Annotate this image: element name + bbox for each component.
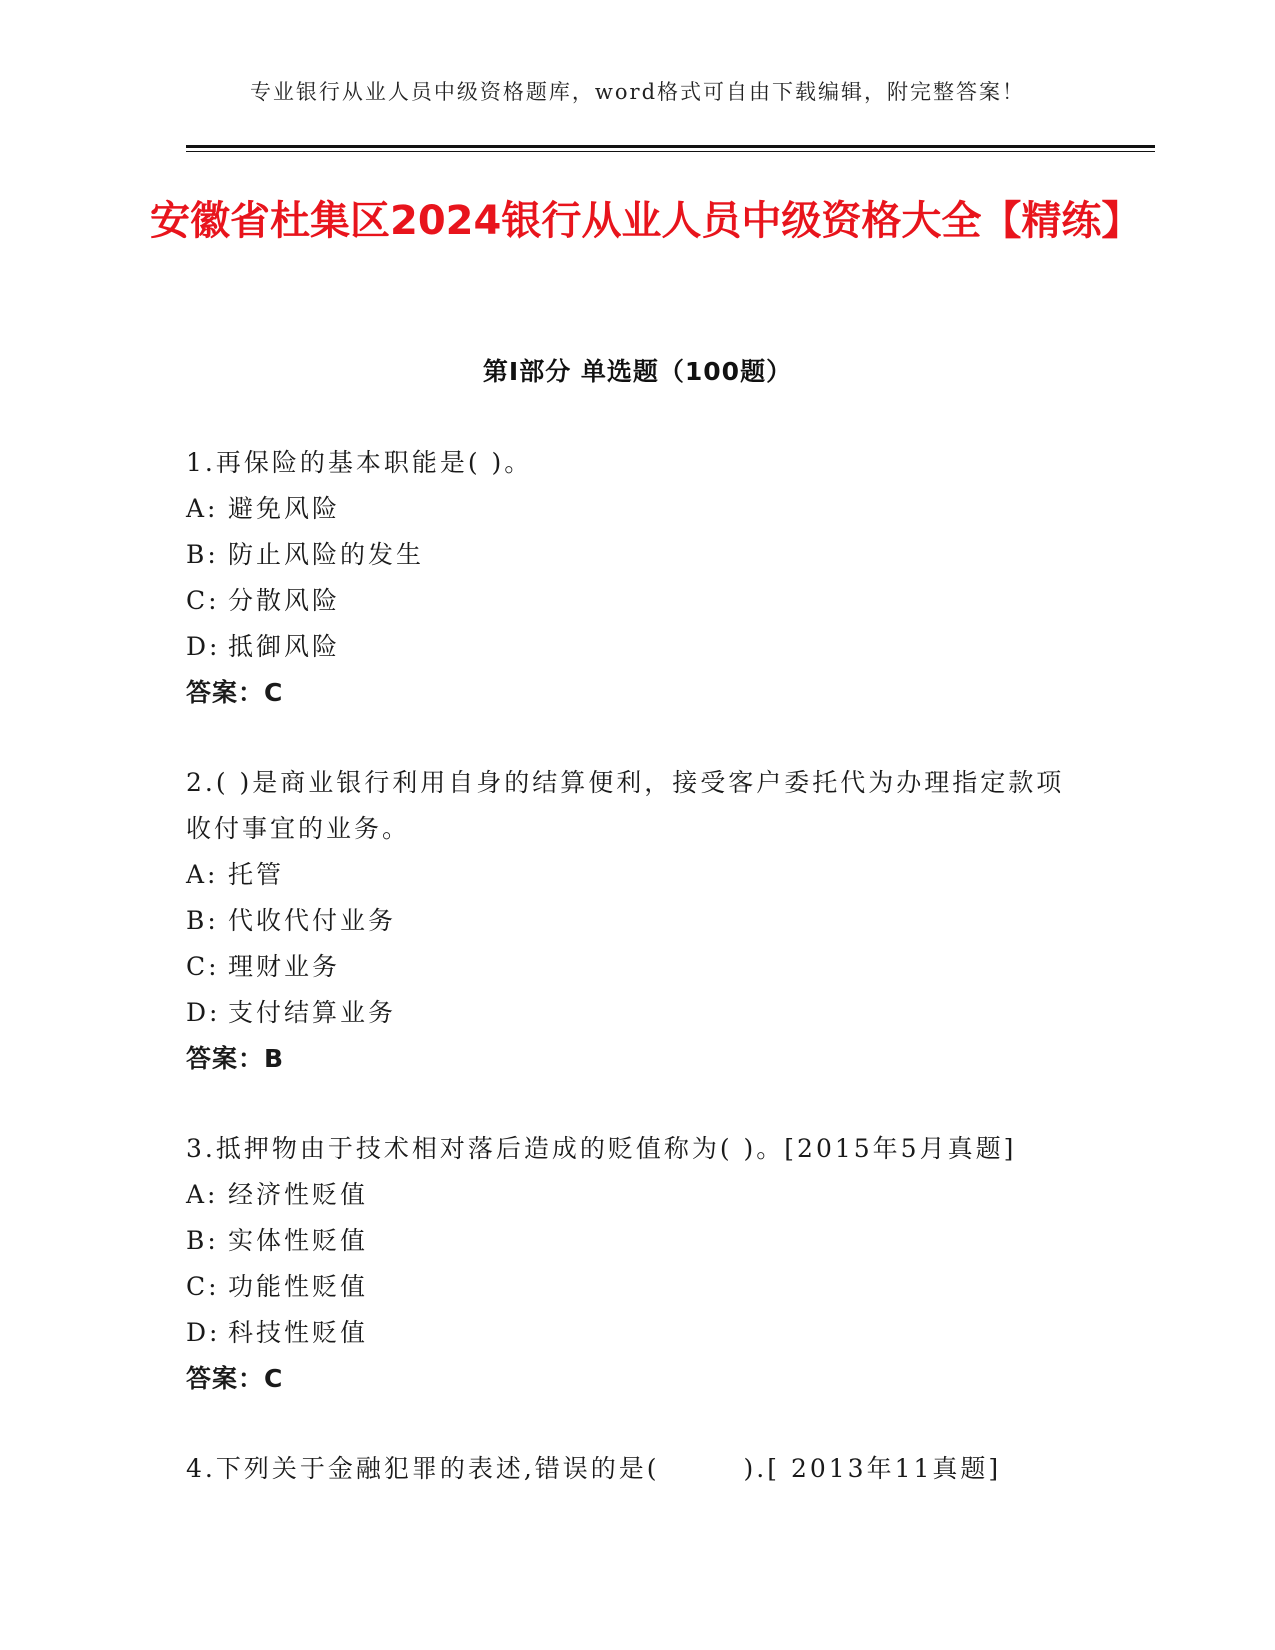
option-text: 理财业务 — [228, 952, 341, 981]
option-text: 分散风险 — [228, 586, 341, 615]
header-note: 专业银行从业人员中级资格题库，word格式可自由下载编辑，附完整答案！ — [249, 80, 1026, 104]
option-b — [186, 532, 1086, 578]
question-list — [186, 440, 1086, 1536]
option-a — [186, 852, 1086, 898]
option-text: 托管 — [228, 860, 285, 889]
question-4 — [186, 1446, 1086, 1492]
question-2 — [186, 760, 1086, 1082]
option-d — [186, 990, 1086, 1036]
option-letter: B: — [186, 906, 219, 935]
question-stem: 3.抵押物由于技术相对落后造成的贬值称为( )。[2015年5月真题] — [186, 1134, 1017, 1163]
section-heading: 第Ⅰ部分 单选题（100题） — [482, 357, 793, 386]
option-b — [186, 898, 1086, 944]
option-c — [186, 944, 1086, 990]
option-text: 防止风险的发生 — [228, 540, 425, 569]
question-1 — [186, 440, 1086, 716]
option-a — [186, 1172, 1086, 1218]
option-d — [186, 1310, 1086, 1356]
option-a — [186, 486, 1086, 532]
option-letter: A: — [186, 494, 219, 523]
option-letter: A: — [186, 1180, 219, 1209]
option-letter: C: — [186, 952, 220, 981]
document-title: 安徽省杜集区2024银行从业人员中级资格大全【精练】 — [150, 198, 1142, 244]
option-d — [186, 624, 1086, 670]
option-letter: A: — [186, 860, 219, 889]
option-letter: D: — [186, 632, 221, 661]
question-3 — [186, 1126, 1086, 1402]
option-letter: C: — [186, 586, 220, 615]
header-rule-thick — [186, 145, 1155, 148]
question-stem: 4.下列关于金融犯罪的表述,错误的是( ).[ 2013年11真题] — [186, 1454, 1002, 1483]
option-text: 功能性贬值 — [228, 1272, 369, 1301]
option-text: 实体性贬值 — [228, 1226, 369, 1255]
question-answer: 答案：C — [186, 1364, 284, 1393]
option-text: 经济性贬值 — [228, 1180, 369, 1209]
option-b — [186, 1218, 1086, 1264]
option-c — [186, 578, 1086, 624]
option-letter: D: — [186, 1318, 221, 1347]
option-letter: B: — [186, 540, 219, 569]
question-stem: 2.( )是商业银行利用自身的结算便利，接受客户委托代为办理指定款项收付事宜的业务。 — [186, 768, 1065, 843]
option-text: 避免风险 — [228, 494, 341, 523]
question-stem: 1.再保险的基本职能是( )。 — [186, 448, 533, 477]
option-text: 代收代付业务 — [228, 906, 397, 935]
option-letter: D: — [186, 998, 221, 1027]
option-letter: C: — [186, 1272, 220, 1301]
question-answer: 答案：C — [186, 678, 284, 707]
header-rule-thin — [186, 151, 1155, 152]
option-letter: B: — [186, 1226, 219, 1255]
option-text: 科技性贬值 — [228, 1318, 369, 1347]
option-text: 支付结算业务 — [228, 998, 397, 1027]
question-answer: 答案：B — [186, 1044, 285, 1073]
option-c — [186, 1264, 1086, 1310]
option-text: 抵御风险 — [228, 632, 341, 661]
